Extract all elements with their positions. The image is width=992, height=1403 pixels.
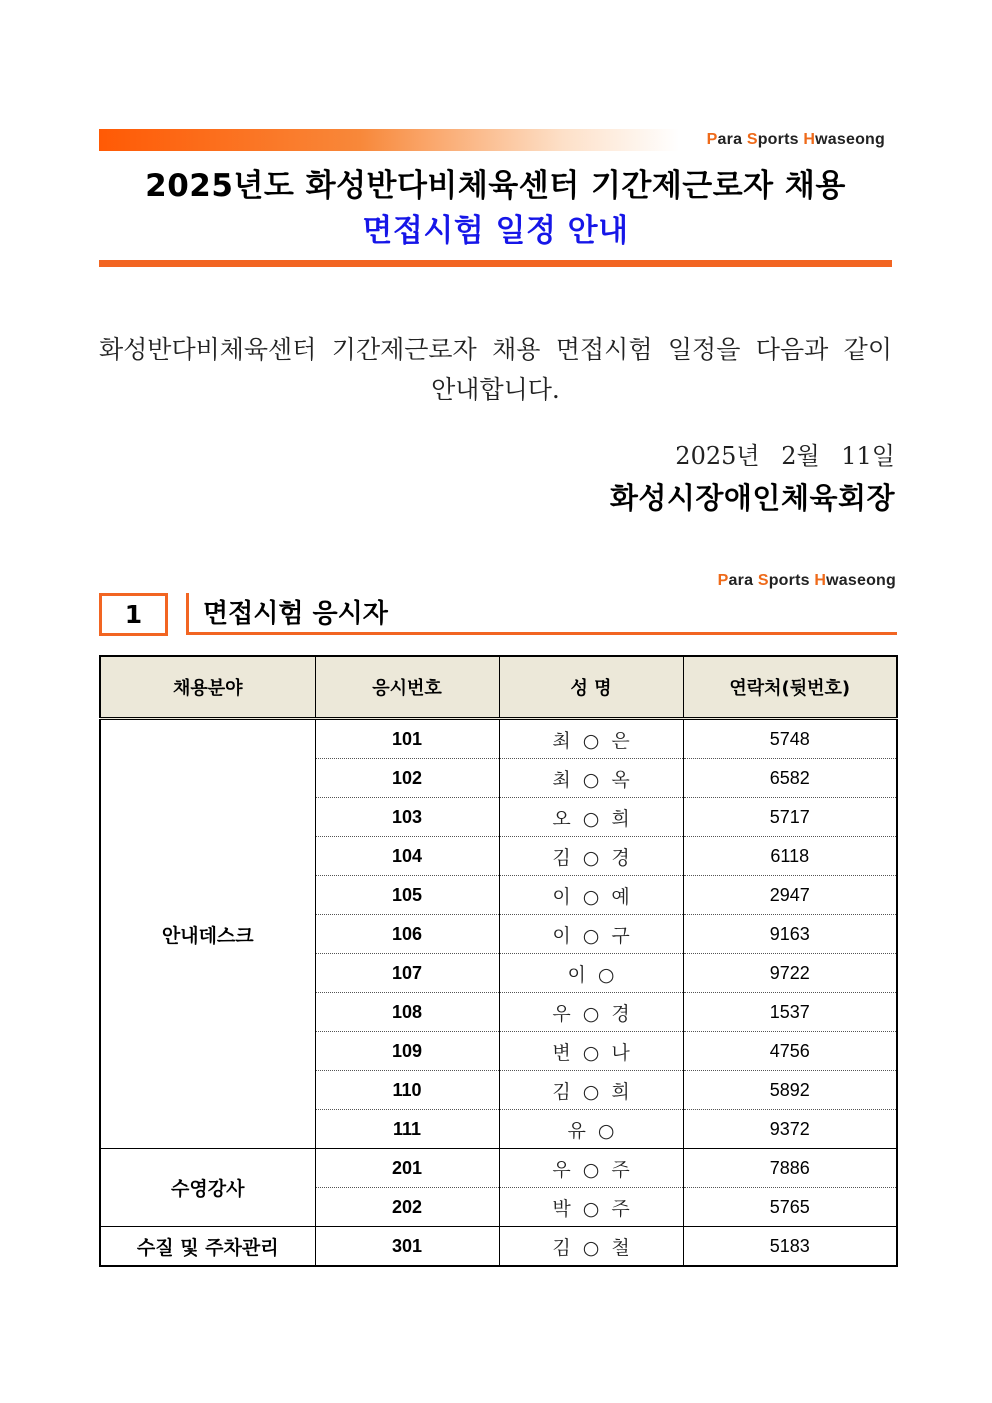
applicant-name: 이 ○ bbox=[499, 954, 683, 993]
applicant-name: 이 ○ 예 bbox=[499, 876, 683, 915]
applicant-table bbox=[99, 655, 898, 1267]
applicant-name: 유 ○ bbox=[499, 1110, 683, 1149]
applicant-number: 110 bbox=[315, 1071, 499, 1110]
applicant-phone: 6118 bbox=[683, 837, 897, 876]
applicant-number: 106 bbox=[315, 915, 499, 954]
applicant-name: 우 ○ 경 bbox=[499, 993, 683, 1032]
table-header-row bbox=[100, 656, 897, 719]
applicant-name: 김 ○ 철 bbox=[499, 1227, 683, 1267]
brand-header: Para Sports Hwaseong bbox=[706, 131, 885, 148]
issuing-organization: 화성시장애인체육회장 bbox=[609, 481, 895, 515]
applicant-number: 101 bbox=[315, 719, 499, 759]
applicant-number: 201 bbox=[315, 1149, 499, 1188]
applicant-name: 박 ○ 주 bbox=[499, 1188, 683, 1227]
applicant-phone: 5183 bbox=[683, 1227, 897, 1267]
field-cell: 수영강사 bbox=[100, 1149, 315, 1227]
brand-section: Para Sports Hwaseong bbox=[717, 572, 896, 589]
field-cell: 수질 및 주차관리 bbox=[100, 1227, 315, 1267]
header-gradient-bar bbox=[99, 129, 679, 151]
applicant-name: 김 ○ 경 bbox=[499, 837, 683, 876]
header-phone: 연락처(뒷번호) bbox=[683, 656, 897, 719]
field-cell: 안내데스크 bbox=[100, 719, 315, 1149]
document-title: 2025년도 화성반다비체육센터 기간제근로자 채용 bbox=[145, 168, 846, 204]
intro-line-2: 안내합니다. bbox=[431, 375, 560, 404]
applicant-number: 109 bbox=[315, 1032, 499, 1071]
applicant-phone: 9163 bbox=[683, 915, 897, 954]
section-underline bbox=[186, 632, 897, 635]
applicant-name: 최 ○ 은 bbox=[499, 719, 683, 759]
applicant-name: 최 ○ 옥 bbox=[499, 759, 683, 798]
applicant-number: 301 bbox=[315, 1227, 499, 1267]
applicant-phone: 9722 bbox=[683, 954, 897, 993]
section-number: 1 bbox=[124, 600, 143, 629]
applicant-phone: 5765 bbox=[683, 1188, 897, 1227]
header-name: 성 명 bbox=[499, 656, 683, 719]
applicant-number: 107 bbox=[315, 954, 499, 993]
applicant-name: 변 ○ 나 bbox=[499, 1032, 683, 1071]
applicant-phone: 5892 bbox=[683, 1071, 897, 1110]
applicant-phone: 4756 bbox=[683, 1032, 897, 1071]
applicant-number: 111 bbox=[315, 1110, 499, 1149]
section-title: 면접시험 응시자 bbox=[203, 599, 388, 629]
table-row bbox=[100, 1227, 897, 1267]
intro-line-1: 화성반다비체육센터 기간제근로자 채용 면접시험 일정을 다음과 같이 bbox=[99, 335, 892, 364]
applicant-name: 우 ○ 주 bbox=[499, 1149, 683, 1188]
applicant-number: 104 bbox=[315, 837, 499, 876]
announcement-date: 2025년 2월 11일 bbox=[675, 442, 895, 470]
table-row bbox=[100, 719, 897, 759]
applicant-phone: 7886 bbox=[683, 1149, 897, 1188]
section-number-box bbox=[99, 593, 168, 636]
applicant-number: 108 bbox=[315, 993, 499, 1032]
applicant-phone: 5748 bbox=[683, 719, 897, 759]
applicant-phone: 2947 bbox=[683, 876, 897, 915]
applicant-number: 105 bbox=[315, 876, 499, 915]
applicant-number: 202 bbox=[315, 1188, 499, 1227]
title-divider bbox=[99, 260, 892, 267]
document-subtitle: 면접시험 일정 안내 bbox=[362, 213, 629, 249]
header-field: 채용분야 bbox=[100, 656, 315, 719]
applicant-number: 103 bbox=[315, 798, 499, 837]
applicant-name: 오 ○ 희 bbox=[499, 798, 683, 837]
applicant-name: 김 ○ 희 bbox=[499, 1071, 683, 1110]
table-row bbox=[100, 1149, 897, 1188]
applicant-phone: 1537 bbox=[683, 993, 897, 1032]
applicant-phone: 5717 bbox=[683, 798, 897, 837]
section-vertical-rule bbox=[186, 593, 189, 635]
applicant-phone: 6582 bbox=[683, 759, 897, 798]
intro-text bbox=[99, 330, 892, 410]
applicant-phone: 9372 bbox=[683, 1110, 897, 1149]
header-number: 응시번호 bbox=[315, 656, 499, 719]
applicant-name: 이 ○ 구 bbox=[499, 915, 683, 954]
applicant-number: 102 bbox=[315, 759, 499, 798]
